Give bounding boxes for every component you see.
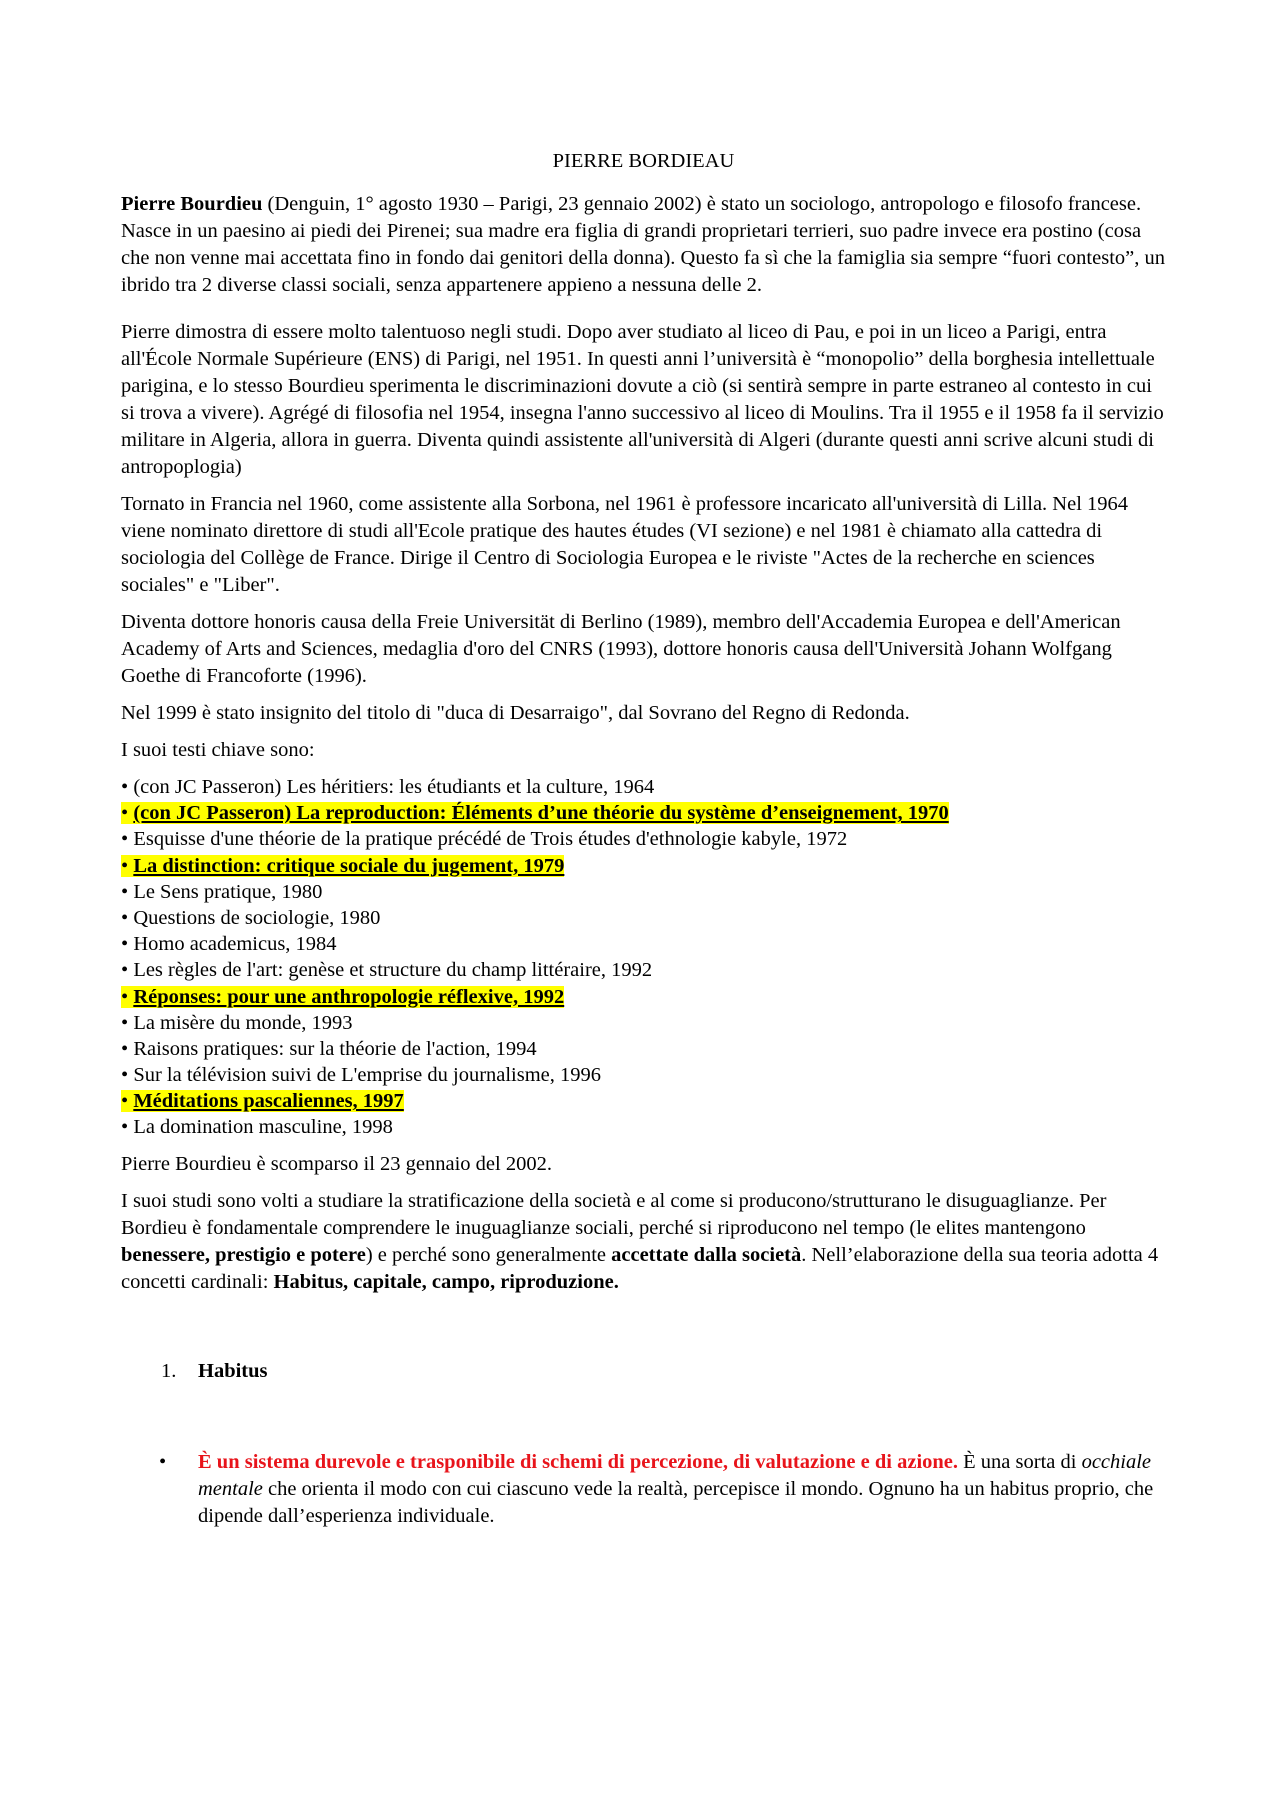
book-title: Le Sens pratique, 1980 [133, 880, 323, 903]
studies-paragraph: Pierre dimostra di essere molto talentuoso negli studi. Dopo aver studiato al liceo di Pau, e poi in un liceo a Parigi, entra all'École Normale Supérieure (ENS) di Parigi, nel 1951. In questi anni l’università è “monopolio” della borghesia intellettuale parigina, e lo stesso Bourdieu sperimenta le discriminazioni dovute a ciò (si sentirà sempre in parte estraneo al contesto in cui si trova a vivere). Agrégé di filosofia nel 1954, insegna l'anno successivo al liceo di Moulins. Tra il 1955 e il 1958 fa il servizio militare in Algeria, allora in guerra. Diventa quindi assistente all'università di Algeri (durante questi anni scrive alcuni studi di antropoplogia) [121, 321, 1164, 478]
book-title: Homo academicus, 1984 [133, 933, 337, 956]
books-list [121, 774, 1166, 1141]
section-number: 1. [161, 1359, 177, 1382]
theory-text-1: I suoi studi sono volti a studiare la stratificazione della società e al come si producono/strutturano le disuguaglianze. Per Bordieu è fondamentale comprendere le inuguaglianze sociali, perché si riproducono nel tempo (le elites mantengono [121, 1189, 1107, 1239]
book-bullet: • [121, 828, 129, 851]
book-item [121, 879, 1166, 905]
theory-paragraph [121, 1188, 1166, 1296]
book-bullet: • [121, 1011, 129, 1034]
theory-text-3: . Nell’elaborazione della sua teoria adotta 4 concetti cardinali: [121, 1243, 1159, 1293]
book-bullet: • [121, 1116, 129, 1139]
theory-bold-2: accettate dalla società [611, 1243, 802, 1266]
book-bullet: • [121, 880, 129, 903]
honors-paragraph: Diventa dottore honoris causa della Freie Universität di Berlino (1989), membro dell'Accademia Europea e dell'American Academy of Arts and Sciences, medaglia d'oro del CNRS (1993), dottore honoris causa dell'Università Johann Wolfgang Goethe di Francoforte (1996). [121, 611, 1121, 687]
habitus-bullet [121, 1449, 1166, 1530]
book-item [121, 1062, 1166, 1088]
book-bullet: • [121, 1090, 129, 1113]
book-title: (con JC Passeron) La reproduction: Éléments d’une théorie du système d’enseignement, 1970 [133, 802, 949, 825]
books-intro: I suoi testi chiave sono: [121, 739, 315, 761]
theory-bold-3: Habitus, capitale, campo, riproduzione. [273, 1270, 619, 1293]
section-heading-habitus [121, 1358, 1166, 1385]
book-title: La domination masculine, 1998 [133, 1116, 393, 1139]
book-item [121, 931, 1166, 957]
book-bullet: • [121, 906, 129, 929]
book-title: Esquisse d'une théorie de la pratique précédé de Trois études d'ethnologie kabyle, 1972 [133, 828, 848, 851]
book-title: Questions de sociologie, 1980 [133, 906, 381, 929]
habitus-italic: occhiale mentale [198, 1450, 1152, 1500]
book-item [121, 1010, 1166, 1036]
book-bullet: • [121, 1037, 129, 1060]
intro-text: (Denguin, 1° agosto 1930 – Parigi, 23 gennaio 2002) è stato un sociologo, antropologo e filosofo francese. Nasce in un paesino ai piedi dei Pirenei; sua madre era figlia di grandi proprietari terrieri, suo padre invece era postino (cosa che non venne mai accettata fino in fondo dai genitori della donna). Questo fa sì che la famiglia sia sempre “fuori contesto”, un ibrido tra 2 diverse classi sociali, senza appartenere appieno a nessuna delle 2. [121, 193, 1165, 296]
bullet-dot: • [159, 1450, 167, 1473]
book-title: La distinction: critique sociale du jugement, 1979 [133, 854, 565, 877]
book-item [121, 774, 1166, 800]
book-item [121, 800, 1166, 826]
theory-bold-1: benessere, prestigio e potere [121, 1243, 366, 1266]
book-item [121, 905, 1166, 931]
book-item [121, 1036, 1166, 1062]
book-title: Méditations pascaliennes, 1997 [133, 1090, 404, 1113]
book-item [121, 984, 1166, 1010]
book-title: Sur la télévision suivi de L'emprise du journalisme, 1996 [133, 1064, 602, 1087]
book-bullet: • [121, 1064, 129, 1087]
habitus-text-1: È una sorta di [958, 1450, 1082, 1473]
book-title: Raisons pratiques: sur la théorie de l'action, 1994 [133, 1037, 537, 1060]
book-bullet: • [121, 933, 129, 956]
habitus-definition: È un sistema durevole e trasponibile di schemi di percezione, di valutazione e di azione. [198, 1450, 959, 1473]
book-item [121, 1114, 1166, 1140]
book-bullet: • [121, 985, 129, 1008]
book-title: La misère du monde, 1993 [133, 1011, 353, 1034]
document-body [121, 148, 1166, 1530]
book-bullet: • [121, 776, 129, 798]
habitus-text-2: che orienta il modo con cui ciascuno vede la realtà, percepisce il mondo. Ognuno ha un habitus proprio, che dipende dall’esperienza individuale. [198, 1477, 1154, 1527]
book-bullet: • [121, 854, 129, 877]
duca-paragraph: Nel 1999 è stato insignito del titolo di "duca di Desarraigo", dal Sovrano del Regno di Redonda. [121, 702, 910, 724]
section-label: Habitus [198, 1359, 268, 1382]
book-item [121, 853, 1166, 879]
book-title: (con JC Passeron) Les héritiers: les étudiants et la culture, 1964 [133, 776, 655, 798]
book-bullet: • [121, 802, 129, 825]
document-title: PIERRE BORDIEAU [552, 150, 735, 172]
book-item [121, 957, 1166, 983]
france-paragraph: Tornato in Francia nel 1960, come assistente alla Sorbona, nel 1961 è professore incaricato all'università di Lilla. Nel 1964 viene nominato direttore di studi all'Ecole pratique des hautes études (VI sezione) e nel 1981 è chiamato alla cattedra di sociologia del Collège de France. Dirige il Centro di Sociologia Europea e le riviste "Actes de la recherche en sciences sociales" e "Liber". [121, 493, 1129, 596]
book-item [121, 826, 1166, 852]
book-item [121, 1088, 1166, 1114]
intro-name: Pierre Bourdieu [121, 193, 263, 215]
book-title: Réponses: pour une anthropologie réflexive, 1992 [133, 985, 565, 1008]
book-title: Les règles de l'art: genèse et structure du champ littéraire, 1992 [133, 959, 653, 982]
death-paragraph: Pierre Bourdieu è scomparso il 23 gennaio del 2002. [121, 1152, 552, 1175]
intro-paragraph [121, 191, 1166, 299]
theory-text-2: ) e perché sono generalmente [365, 1243, 612, 1266]
book-bullet: • [121, 959, 129, 982]
